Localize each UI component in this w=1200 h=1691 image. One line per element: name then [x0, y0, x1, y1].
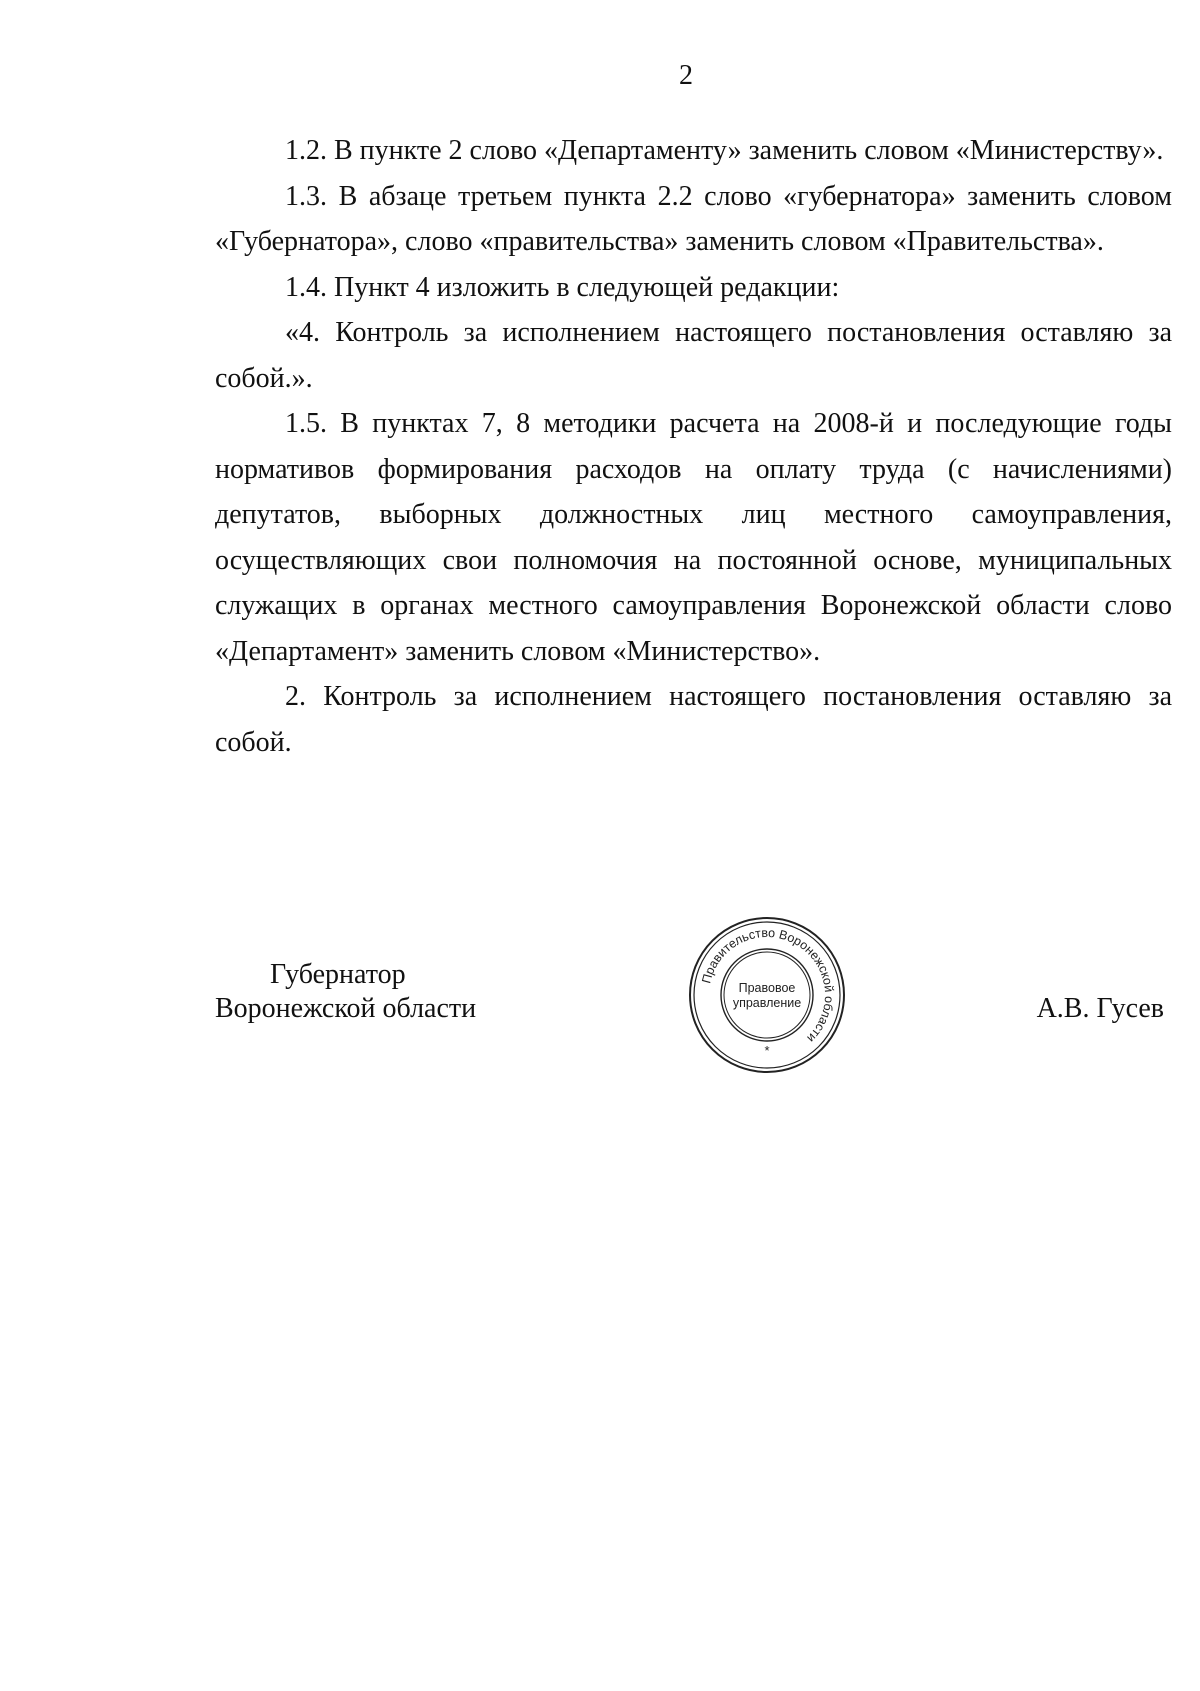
paragraph-1-2: 1.2. В пункте 2 слово «Департаменту» заменить словом «Министерству». [285, 135, 1164, 166]
signatory-title: Губернатор [270, 959, 406, 990]
paragraph-2: 2. Контроль за исполнением настоящего постановления оставляю за собой. [215, 681, 1172, 758]
document-body [215, 128, 1172, 765]
signatory-position [215, 958, 476, 1026]
seal-center-line-2: управление [732, 996, 802, 1010]
paragraph-1-4: 1.4. Пункт 4 изложить в следующей редакции: [285, 271, 840, 303]
paragraph-1-3: 1.3. В абзаце третьем пункта 2.2 слово «губернатора» заменить словом «Губернатора», слово «правительства» заменить словом «Правительства». [215, 180, 1172, 257]
official-seal [687, 915, 847, 1075]
signatory-name: А.В. Гусев [1036, 993, 1164, 1024]
paragraph-1-5: 1.5. В пунктах 7, 8 методики расчета на 2008-й и последующие годы нормативов формирования расходов на оплату труда (с начислениями) депутатов, выборных должностных лиц местного самоуправления, осуществляющих свои полномочия на постоянной основе, муниципальных служащих в органах местного самоуправления Воронежской области слово «Департамент» заменить словом «Министерство». [215, 408, 1172, 667]
seal-center-line-1: Правовое [738, 981, 796, 995]
seal-outer-text-path: Правительство Воронежской области [699, 925, 837, 1046]
page-number: 2 [679, 60, 693, 91]
seal-star-icon: * [764, 1043, 770, 1058]
paragraph-1-4-quote: «4. Контроль за исполнением настоящего постановления оставляю за собой.». [215, 317, 1172, 394]
signatory-region: Воронежской области [215, 993, 477, 1024]
